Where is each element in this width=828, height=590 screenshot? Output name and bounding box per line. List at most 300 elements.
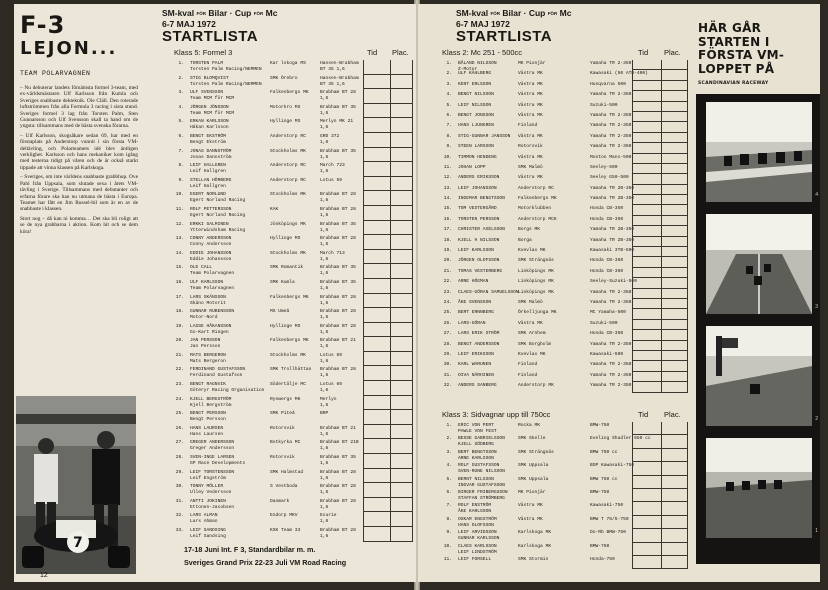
entry-number: 21. bbox=[443, 268, 452, 274]
car-model: Seeley G50-500 bbox=[590, 175, 629, 181]
engine-size: 1,6 bbox=[320, 344, 329, 350]
cell-divider bbox=[661, 195, 662, 204]
cell-divider bbox=[390, 308, 391, 322]
photo-column bbox=[696, 4, 820, 582]
entry-number: 5. bbox=[446, 102, 452, 108]
car-model: Brabham BT 35 bbox=[320, 279, 356, 285]
team-name: SVEN-RUNE NILSSON bbox=[458, 469, 505, 475]
result-cell-row[interactable] bbox=[633, 268, 688, 278]
club-name: Södertälje MC bbox=[270, 382, 306, 388]
car-model: Brabham BT 35 bbox=[320, 148, 356, 154]
engine-size: 1,6 bbox=[320, 271, 329, 277]
engine-size: 1,6 bbox=[320, 519, 329, 525]
result-cell-row[interactable] bbox=[633, 529, 688, 542]
cell-divider bbox=[390, 162, 391, 176]
club-name: Hyllinge MS bbox=[270, 236, 301, 242]
car-model: Yamaha TR 2-350 bbox=[590, 372, 632, 378]
result-cell-row[interactable] bbox=[364, 337, 413, 352]
team-name: Skäno Motorit bbox=[190, 300, 226, 306]
team-name: Torsten Palm Racing/NEMMEN bbox=[190, 67, 262, 72]
entry-number: 22. bbox=[443, 279, 452, 285]
car-model: Eveling Shadler 650 cc bbox=[590, 436, 651, 442]
result-cell-row[interactable] bbox=[633, 257, 688, 267]
entry-number: 10. bbox=[443, 154, 452, 160]
result-cell-row[interactable] bbox=[633, 185, 688, 195]
car-model: Brabham BT 28 bbox=[320, 294, 356, 300]
race-photo-frame bbox=[706, 326, 812, 426]
entry-number: 23. bbox=[175, 382, 184, 388]
car-model: Brabham BT 21 bbox=[320, 425, 356, 431]
result-cell-row[interactable] bbox=[364, 250, 413, 265]
result-cell-row[interactable] bbox=[364, 177, 413, 192]
result-cell-row[interactable] bbox=[633, 154, 688, 164]
engine-size: 1,6 bbox=[320, 256, 329, 262]
header-small-word: FÖR bbox=[547, 10, 558, 16]
result-cell-row[interactable] bbox=[633, 247, 688, 257]
driver-name: BENGT RAGNVIK bbox=[190, 382, 226, 388]
engine-size: 1,6 bbox=[320, 329, 329, 335]
team-name: Torsten Palm Racing/NEMMEN bbox=[190, 81, 262, 87]
engine-size: 1,6 bbox=[320, 373, 329, 379]
team-name: Leif Engström bbox=[190, 475, 226, 481]
entry-number: 33. bbox=[175, 528, 184, 533]
car-model: Kawasaki (50 ATB-400) bbox=[590, 71, 648, 77]
result-cell-row[interactable] bbox=[364, 104, 413, 119]
engine-size: 1,6 bbox=[320, 227, 329, 233]
car-model: March 713 bbox=[320, 250, 345, 256]
driver-name: LARS ERIK STRÖM bbox=[458, 331, 500, 337]
driver-name: BENGT JONSSON bbox=[458, 112, 494, 118]
engine-size: 1,6 bbox=[320, 315, 329, 321]
result-cell-row[interactable] bbox=[364, 89, 413, 104]
result-cell-row[interactable] bbox=[364, 60, 413, 75]
team-name: Leif Hallgren bbox=[190, 169, 226, 175]
result-cell-row[interactable] bbox=[364, 454, 413, 469]
cell-divider bbox=[661, 372, 662, 381]
team-name: Mats Bergeron bbox=[190, 358, 226, 364]
cell-divider bbox=[661, 529, 662, 541]
car-model: Yamaha TR 2B-350 bbox=[590, 227, 635, 233]
entry-number: 2. bbox=[446, 71, 452, 77]
car-model: Yamaha TR 2-350 bbox=[590, 133, 632, 139]
result-cell-row[interactable] bbox=[633, 543, 688, 556]
club-name: Västra MK bbox=[518, 81, 543, 87]
result-cell-row[interactable] bbox=[364, 381, 413, 396]
photo-caption: SCANDINAVIAN RACEWAY bbox=[698, 81, 769, 86]
cell-divider bbox=[661, 257, 662, 266]
result-cell-row[interactable] bbox=[364, 75, 413, 90]
cell-divider bbox=[661, 185, 662, 194]
result-cell-row[interactable] bbox=[364, 206, 413, 221]
club-name: MK Pionjär bbox=[518, 489, 546, 495]
result-cell-row[interactable] bbox=[633, 164, 688, 174]
car-model: Suzuki-500 bbox=[590, 102, 618, 108]
result-cell-row[interactable] bbox=[633, 351, 688, 361]
entry-number: 5. bbox=[178, 119, 184, 125]
frame-number: 1 bbox=[815, 528, 818, 534]
cell-divider bbox=[390, 148, 391, 162]
driver-name: STIG-GUNNAR JANSSON bbox=[458, 133, 511, 139]
photo-headline: HÄR GÅR STARTEN I FÖRSTA VM-LOPPET PÅ bbox=[698, 21, 785, 76]
entry-number: 32. bbox=[175, 513, 184, 519]
club-name: S Vestboda bbox=[270, 484, 298, 490]
cell-divider bbox=[661, 205, 662, 214]
result-cell-row[interactable] bbox=[364, 162, 413, 177]
result-cell-row[interactable] bbox=[364, 118, 413, 133]
cell-divider bbox=[390, 366, 391, 380]
result-cell-row[interactable] bbox=[633, 449, 688, 462]
cell-divider bbox=[390, 89, 391, 103]
result-cell-row[interactable] bbox=[364, 512, 413, 527]
engine-size: 1,6 bbox=[320, 96, 329, 102]
class5-result-grid bbox=[363, 60, 413, 542]
header-date: 6-7 MAJ 1972 bbox=[162, 18, 216, 29]
header-sm-kval: SM-kval bbox=[162, 8, 195, 18]
result-cell-row[interactable] bbox=[633, 382, 688, 392]
article-paragraph: – Sveriges, om inte världens snabbaste grabbhop. Ove Pahl från Uppsala, som slutade sexa i årets VM-tävling i Sverige. Tillsammans med debutanter och erfarna förare ska han nu utmana de bästa i Europa. Teamet har fått en Jim Russel-bil som är en av de snabbaste i klassen. bbox=[20, 174, 138, 213]
club-name: Linköpings MK bbox=[518, 289, 554, 295]
article-subtitle: LEJON... bbox=[20, 38, 118, 59]
entry-number: 16. bbox=[175, 279, 184, 285]
cell-divider bbox=[661, 226, 662, 235]
club-name: Anderstorp RC bbox=[270, 177, 306, 183]
result-cell-row[interactable] bbox=[364, 221, 413, 236]
result-cell-row[interactable] bbox=[633, 91, 688, 101]
cell-divider bbox=[390, 264, 391, 278]
result-cell-row[interactable] bbox=[633, 422, 688, 435]
car-model: Yamaha TR 2-350 bbox=[590, 61, 632, 66]
result-cell-row[interactable] bbox=[633, 133, 688, 143]
header-title: STARTLISTA bbox=[162, 27, 259, 45]
result-cell-row[interactable] bbox=[633, 476, 688, 489]
cell-divider bbox=[661, 330, 662, 339]
cell-divider bbox=[661, 476, 662, 488]
club-name: SMK Skelle bbox=[518, 436, 546, 442]
driver-name: TOM VESTERGÅRD bbox=[458, 206, 497, 212]
result-cell-row[interactable] bbox=[364, 483, 413, 498]
car-model: Monton Manx-500 bbox=[590, 154, 632, 160]
article-body bbox=[20, 85, 138, 235]
entry-number: 11. bbox=[443, 556, 452, 562]
result-cell-row[interactable] bbox=[633, 60, 688, 70]
car-model: Brabham BT 28 bbox=[320, 90, 356, 96]
team-name: Team Polarvagnen bbox=[190, 271, 235, 277]
driver-name: GREGER ANDERSSON bbox=[190, 440, 235, 446]
club-name: Motorkro MS bbox=[270, 104, 301, 110]
driver-name: LEIF ARVIDSSON bbox=[458, 530, 497, 536]
team-name: Team MCM för MCM bbox=[190, 110, 235, 116]
driver-name: KJELL H NILSSON bbox=[458, 237, 500, 243]
entry-number: 19. bbox=[443, 248, 452, 254]
result-cell-row[interactable] bbox=[633, 489, 688, 502]
car-model: Brabham BT 28 bbox=[320, 484, 356, 490]
race-photo-frame bbox=[706, 438, 812, 538]
result-cell-row[interactable] bbox=[633, 278, 688, 288]
car-model: Yamaha TR 2-350 bbox=[590, 383, 632, 389]
car-model: Kawasaki-500 bbox=[590, 351, 624, 357]
entry-number: 25. bbox=[443, 310, 452, 316]
cell-divider bbox=[390, 381, 391, 395]
class3-result-grid bbox=[632, 422, 688, 569]
result-cell-row[interactable] bbox=[633, 320, 688, 330]
film-strip bbox=[696, 94, 820, 564]
result-cell-row[interactable] bbox=[633, 205, 688, 215]
result-cell-row[interactable] bbox=[364, 264, 413, 279]
car-model: Yamaha TR 2B-350 bbox=[590, 185, 635, 191]
result-cell-row[interactable] bbox=[364, 439, 413, 454]
result-cell-row[interactable] bbox=[364, 396, 413, 411]
driver-name: ÅKE SVENSSON bbox=[458, 299, 492, 305]
entry-number: 7. bbox=[446, 123, 452, 129]
result-cell-row[interactable] bbox=[364, 527, 413, 542]
cell-divider bbox=[390, 439, 391, 453]
club-name: Stockholms MK bbox=[270, 250, 306, 256]
driver-name: LEIF JOHANSSON bbox=[458, 185, 497, 191]
driver-name: FERDINAND GUSTAFSSON bbox=[190, 367, 246, 373]
driver-name: ANDERS SANBERG bbox=[458, 383, 497, 389]
car-model: Brabham BT 28 bbox=[320, 192, 356, 198]
result-cell-row[interactable] bbox=[633, 341, 688, 351]
driver-name: JOHAN LOPP bbox=[458, 164, 486, 170]
driver-name: LARS-GÖRAN bbox=[458, 320, 486, 326]
team-name: Conny Andersson bbox=[190, 242, 232, 248]
engine-size: BT 35 1,6 bbox=[320, 81, 345, 87]
car-model: Seeley-Suzuki-500 bbox=[590, 279, 637, 285]
result-cell-row[interactable] bbox=[364, 294, 413, 309]
frame-number: 2 bbox=[815, 416, 818, 422]
column-tid: Tid bbox=[638, 48, 649, 57]
club-name: Västra MK bbox=[518, 175, 543, 181]
result-cell-row[interactable] bbox=[364, 279, 413, 294]
car-model: Brabham BT 28 bbox=[320, 367, 356, 373]
result-cell-row[interactable] bbox=[633, 122, 688, 132]
cell-divider bbox=[661, 91, 662, 100]
car-model: Honda CB-350 bbox=[590, 258, 624, 264]
cell-divider bbox=[661, 60, 662, 69]
cell-divider bbox=[661, 422, 662, 434]
result-cell-row[interactable] bbox=[633, 502, 688, 515]
car-model: Brabham BT 28 bbox=[320, 206, 356, 212]
club-name: Danmark bbox=[270, 498, 290, 504]
entry-number: 26. bbox=[175, 425, 184, 431]
result-cell-row[interactable] bbox=[364, 235, 413, 250]
car-model: Lotus 69 bbox=[320, 382, 343, 388]
driver-name: BENGT NILSSON bbox=[458, 92, 494, 98]
club-name: SMK Borgholm bbox=[518, 341, 552, 347]
club-name: Endorp MKV bbox=[270, 513, 298, 519]
footer-line-2: Sveriges Grand Prix 22-23 Juli VM Road Racing bbox=[184, 558, 347, 567]
result-cell-row[interactable] bbox=[633, 289, 688, 299]
result-cell-row[interactable] bbox=[633, 435, 688, 448]
cell-divider bbox=[661, 341, 662, 350]
entry-number: 30. bbox=[443, 362, 452, 368]
article-paragraph: – Nu debuterar landets förnämsta formel 3-team, med ex-världsmästaren Ulf Karlsson från Kumla och Sveriges snabbaste dekteknik. Ole Cläll. Den roterade luftströmmen från alla Formula 3 racing i sista stund. Sveriges formel 3 lag från Torsten Palm, Sten Gunnarsson och Ulf Svensson skall ta hand om de yngsta: tillsammans med de bästa svenska förarna. bbox=[20, 85, 138, 130]
team-name: Hans Laursen bbox=[190, 431, 224, 437]
engine-size: 1,6 bbox=[320, 242, 329, 248]
result-cell-row[interactable] bbox=[633, 70, 688, 80]
header-date: 6-7 MAJ 1972 bbox=[456, 18, 510, 29]
team-name: Leif Sandsing bbox=[190, 534, 226, 539]
class-label: Klass 2: Mc 251 - 500cc bbox=[442, 48, 523, 57]
team-name: Bengt Persson bbox=[190, 417, 226, 423]
result-cell-row[interactable] bbox=[633, 237, 688, 247]
cell-divider bbox=[390, 454, 391, 468]
car-model: Hansen-Brabham bbox=[320, 75, 359, 81]
cell-divider bbox=[390, 60, 391, 74]
car-model: March 723 bbox=[320, 163, 345, 169]
team-name: Team Polarvagnen bbox=[190, 285, 235, 291]
team-name: Håkan Karlsson bbox=[190, 125, 229, 131]
club-name: Falkenbergs MK bbox=[270, 90, 309, 96]
article-paragraph: – Ulf Karlsson, skogsåkare sedan 69, har med en förstaplats på Anderstorp vunnit i sin första VM-deltävling, och Polarteamets idé blev äntligen verklighet. Karlsson och hans mekaniker kom igång med testerna tidigt på våren och de är också starkt tippade att vinna klassen på Karlskoga. bbox=[20, 132, 138, 171]
result-cell-row[interactable] bbox=[633, 309, 688, 319]
driver-name: LEIF NILSSON bbox=[458, 102, 492, 108]
cell-divider bbox=[390, 133, 391, 147]
result-cell-row[interactable] bbox=[633, 81, 688, 91]
result-cell-row[interactable] bbox=[633, 226, 688, 236]
car-model: Yamaha TR 2-350 bbox=[590, 289, 632, 295]
car-model: Brabham BT 28 bbox=[320, 528, 356, 533]
driver-name: ULF KÄHLBERG bbox=[458, 71, 492, 77]
driver-name: LARS SKÄNSSON bbox=[190, 294, 226, 300]
car-model: Honda CB-350 bbox=[590, 331, 624, 337]
result-cell-row[interactable] bbox=[633, 516, 688, 529]
cell-divider bbox=[661, 133, 662, 142]
club-name: Falkenbergs MK bbox=[270, 294, 309, 300]
club-name: Västra MK bbox=[518, 133, 543, 139]
club-name: Borga bbox=[518, 237, 532, 243]
cell-divider bbox=[661, 247, 662, 256]
car-model: Seeley-500 bbox=[590, 164, 618, 170]
cell-divider bbox=[390, 396, 391, 410]
entry-number: 3. bbox=[446, 449, 452, 455]
result-cell-row[interactable] bbox=[364, 469, 413, 484]
svg-text:7: 7 bbox=[73, 535, 83, 551]
driver-name: BÅLAND NILSSON bbox=[458, 61, 497, 66]
result-cell-row[interactable] bbox=[364, 352, 413, 367]
entry-number: 4. bbox=[446, 92, 452, 98]
car-model: Brabham BT 35 bbox=[320, 104, 356, 110]
result-cell-row[interactable] bbox=[633, 143, 688, 153]
entry-number: 11. bbox=[175, 206, 184, 212]
result-cell-row[interactable] bbox=[633, 330, 688, 340]
result-cell-row[interactable] bbox=[633, 195, 688, 205]
result-cell-row[interactable] bbox=[633, 112, 688, 122]
driver-name: STIG BLOMQVIST bbox=[190, 75, 229, 81]
engine-size: 1,6 bbox=[320, 125, 329, 131]
team-name: Greger Andersson bbox=[190, 446, 235, 452]
column-plac: Plac. bbox=[392, 48, 409, 57]
entry-number: 26. bbox=[443, 320, 452, 326]
result-cell-row[interactable] bbox=[633, 216, 688, 226]
cell-divider bbox=[661, 278, 662, 287]
engine-size: 1,6 bbox=[320, 154, 329, 160]
result-cell-row[interactable] bbox=[364, 366, 413, 381]
car-model: Brabham BT 35 bbox=[320, 265, 356, 271]
driver-name: TORSTEN PERSSON bbox=[458, 216, 500, 222]
team-name: Egert Norlund Racing bbox=[190, 212, 246, 218]
club-name: MK Pionjär bbox=[518, 61, 546, 66]
cell-divider bbox=[661, 164, 662, 173]
driver-name: ANTTI JOKINEN bbox=[190, 498, 226, 504]
cell-divider bbox=[661, 112, 662, 121]
engine-size: 1,6 bbox=[320, 198, 329, 204]
driver-name: TORSTEN PALM bbox=[190, 61, 224, 66]
club-name: KAK bbox=[270, 206, 279, 212]
result-cell-row[interactable] bbox=[633, 556, 688, 569]
car-model: Yamaha TR 2B-350 bbox=[590, 237, 635, 243]
driver-name: BENGT ANDERSSON bbox=[458, 341, 500, 347]
team-name: Z-Motor bbox=[458, 67, 478, 72]
frame-number: 3 bbox=[815, 304, 818, 310]
result-cell-row[interactable] bbox=[364, 148, 413, 163]
result-cell-row[interactable] bbox=[633, 361, 688, 371]
car-model: Suzuki-500 bbox=[590, 320, 618, 326]
cell-divider bbox=[661, 361, 662, 370]
car-model: Brabham BT 28 bbox=[320, 309, 356, 315]
driver-name: JÖRGEN JÖNSSON bbox=[190, 104, 229, 110]
engine-size: 1,6 bbox=[320, 358, 329, 364]
car-model: BMW-750 bbox=[590, 543, 610, 549]
driver-name: LEIF KARLSSON bbox=[458, 248, 494, 254]
club-name: Motorklubben bbox=[518, 206, 552, 212]
driver-name: CLAES-GÖRAN SAMUELSSON bbox=[458, 289, 519, 295]
car-model: Yamaha TR 2-350 bbox=[590, 123, 632, 129]
result-cell-row[interactable] bbox=[364, 191, 413, 206]
club-name: Rocka MK bbox=[518, 423, 541, 428]
result-cell-row[interactable] bbox=[633, 462, 688, 475]
driver-name: HANS LJUNGREN bbox=[458, 123, 494, 129]
result-cell-row[interactable] bbox=[633, 102, 688, 112]
entry-number: 18. bbox=[175, 309, 184, 315]
entry-number: 2. bbox=[446, 436, 452, 442]
result-cell-row[interactable] bbox=[633, 174, 688, 184]
result-cell-row[interactable] bbox=[633, 372, 688, 382]
result-cell-row[interactable] bbox=[364, 308, 413, 323]
engine-size: 1,6 bbox=[320, 534, 329, 539]
club-name: SMK Uppsala bbox=[518, 463, 549, 469]
club-name: SMK Stormis bbox=[518, 556, 549, 562]
cell-divider bbox=[661, 320, 662, 329]
entry-number: 10. bbox=[443, 543, 452, 549]
result-cell-row[interactable] bbox=[364, 323, 413, 338]
cell-divider bbox=[390, 294, 391, 308]
footer-line-1: 17-18 Juni Int. F 3, Standardbilar m. m. bbox=[184, 545, 316, 554]
entry-number: 21. bbox=[175, 352, 184, 358]
entry-number: 15. bbox=[175, 265, 184, 271]
cell-divider bbox=[390, 498, 391, 512]
class2-result-grid bbox=[632, 60, 688, 393]
driver-name: LEIF FORSELL bbox=[458, 556, 492, 562]
car-model: Honda CB-350 bbox=[590, 268, 624, 274]
result-cell-row[interactable] bbox=[633, 299, 688, 309]
club-name: Västra MK bbox=[518, 92, 543, 98]
result-cell-row[interactable] bbox=[364, 498, 413, 513]
car-model: Merlyn bbox=[320, 396, 337, 402]
entry-number: 8. bbox=[446, 133, 452, 139]
driver-name: KJELL BERGSTRÖM bbox=[190, 396, 232, 402]
cell-divider bbox=[390, 512, 391, 526]
result-cell-row[interactable] bbox=[364, 425, 413, 440]
driver-name: ROLF ENSTRÖM bbox=[458, 503, 492, 509]
cell-divider bbox=[661, 556, 662, 568]
club-name: SMK Malmö bbox=[518, 299, 543, 305]
club-name: Stockholms MK bbox=[270, 148, 306, 154]
driver-name: BERT BENGTSSON bbox=[458, 449, 497, 455]
result-cell-row[interactable] bbox=[364, 133, 413, 148]
driver-name: LEIF ERIKSSON bbox=[458, 351, 494, 357]
result-cell-row[interactable] bbox=[364, 410, 413, 425]
